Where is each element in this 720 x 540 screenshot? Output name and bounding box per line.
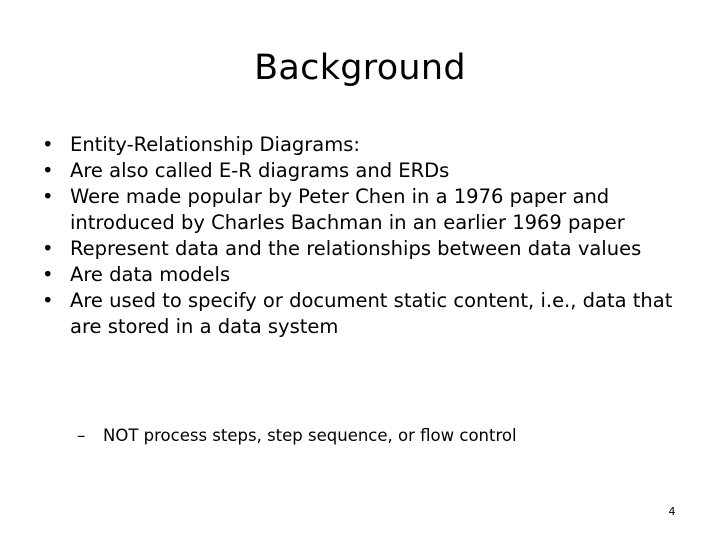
bullet-marker: • <box>42 263 54 286</box>
sub-bullet-text: NOT process steps, step sequence, or flow control <box>103 426 517 445</box>
sub-bullet-item <box>77 425 517 447</box>
page-number: 4 <box>668 505 676 518</box>
slide-title: Background <box>254 48 466 88</box>
bullet-text: Are also called E-R diagrams and ERDs <box>70 159 450 182</box>
bullet-list <box>42 132 692 340</box>
bullet-text: Are data models <box>70 263 231 286</box>
bullet-marker: • <box>42 133 54 156</box>
bullet-item <box>42 288 692 340</box>
bullet-marker: • <box>42 289 54 312</box>
bullet-marker: • <box>42 159 54 182</box>
sub-bullet-marker: – <box>77 426 86 445</box>
bullet-text: Represent data and the relationships between data values <box>70 237 642 260</box>
bullet-item <box>42 158 692 184</box>
bullet-item <box>42 184 692 236</box>
bullet-item <box>42 132 692 158</box>
bullet-item <box>42 236 692 262</box>
bullet-text: Are used to specify or document static content, i.e., data that are stored in a data system <box>70 289 673 338</box>
bullet-text: Were made popular by Peter Chen in a 1976 paper and introduced by Charles Bachman in an earlier 1969 paper <box>70 185 625 234</box>
bullet-item <box>42 262 692 288</box>
bullet-text: Entity-Relationship Diagrams: <box>70 133 360 156</box>
bullet-marker: • <box>42 185 54 208</box>
bullet-marker: • <box>42 237 54 260</box>
